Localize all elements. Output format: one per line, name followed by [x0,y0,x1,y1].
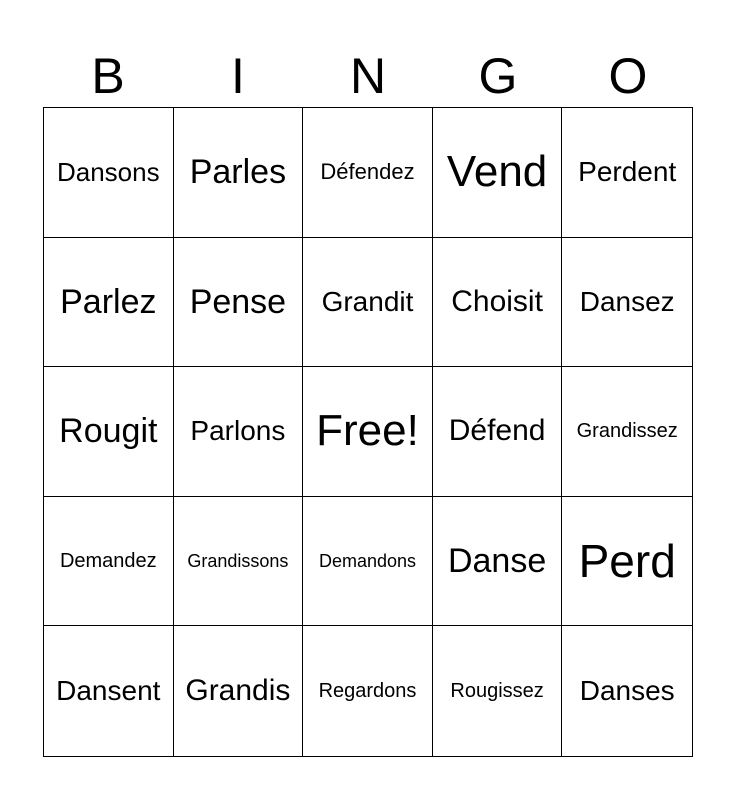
bingo-cell: Perd [562,497,692,627]
bingo-cell: Demandons [303,497,433,627]
bingo-cell: Rougissez [433,626,563,756]
bingo-cell: Grandissons [174,497,304,627]
bingo-cell: Parles [174,108,304,238]
bingo-cell: Rougit [44,367,174,497]
bingo-cell: Choisit [433,238,563,368]
bingo-cell: Danse [433,497,563,627]
bingo-cell: Parlons [174,367,304,497]
bingo-cell: Demandez [44,497,174,627]
bingo-cell: Défend [433,367,563,497]
bingo-cell: Grandit [303,238,433,368]
bingo-cell: Regardons [303,626,433,756]
bingo-header [43,44,693,108]
header-letter-i: I [231,48,245,104]
bingo-cell: Danses [579,675,675,707]
bingo-cell: Dansez [562,238,692,368]
bingo-cell: Vend [433,108,563,238]
bingo-cell: Grandissez [562,367,692,497]
bingo-board [43,107,693,757]
bingo-cell: Pense [174,238,304,368]
bingo-cell: Perdent [562,108,692,238]
bingo-cell: Dansons [44,108,174,238]
bingo-cell: Parlez [44,238,174,368]
bingo-cell: Dansent [44,626,174,756]
bingo-cell: Défendez [303,108,433,238]
header-letter-o: O [608,48,648,104]
header-letter-n: N [349,48,387,104]
free-space-cell: Free! [303,367,433,497]
header-letter-g: G [478,48,518,104]
bingo-cell: Grandis [174,626,304,756]
header-letter-b: B [91,48,125,104]
